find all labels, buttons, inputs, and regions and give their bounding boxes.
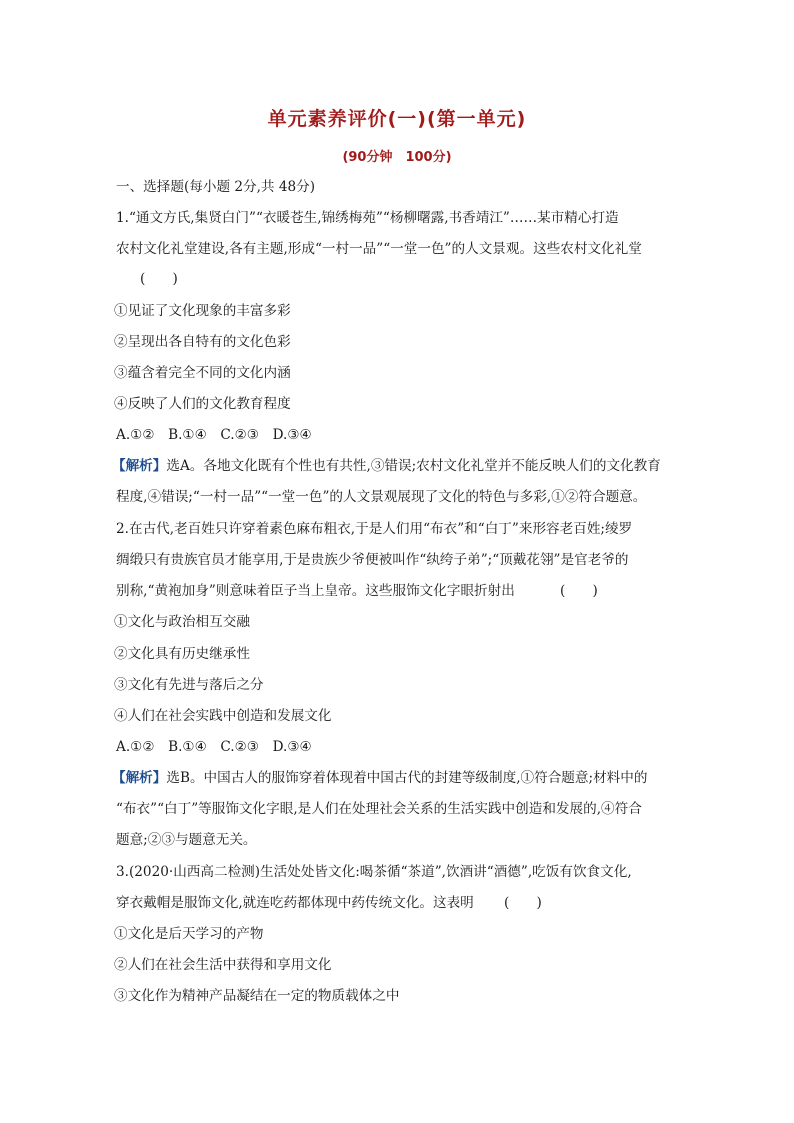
analysis-tag: 【解析】	[112, 458, 167, 474]
q3-stem-line-2: 穿衣戴帽是服饰文化,就连吃药都体现中药传统文化。这表明	[116, 895, 474, 911]
q3-answer-paren: ( )	[504, 895, 542, 911]
analysis-tag: 【解析】	[112, 770, 167, 786]
q1-option-2: ②呈现出各自特有的文化色彩	[114, 334, 291, 350]
q1-analysis-line-2: 程度,④错误;“一村一品”“一堂一色”的人文景观展现了文化的特色与多彩,①②符合题意。	[116, 489, 647, 505]
q1-analysis-text: 选A。各地文化既有个性也有共性,③错误;农村文化礼堂并不能反映人们的文化教育	[166, 458, 661, 474]
q2-option-4: ④人们在社会实践中创造和发展文化	[114, 708, 332, 724]
q1-option-3: ③蕴含着完全不同的文化内涵	[114, 365, 291, 381]
q2-analysis-text: 选B。中国古人的服饰穿着体现着中国古代的封建等级制度,①符合题意;材料中的	[166, 770, 648, 786]
page-subtitle: (90分钟 100分)	[342, 150, 452, 165]
q2-option-3: ③文化有先进与落后之分	[114, 677, 264, 693]
q1-option-1: ①见证了文化现象的丰富多彩	[114, 303, 291, 319]
q3-option-1: ①文化是后天学习的产物	[114, 926, 264, 942]
q2-option-2: ②文化具有历史继承性	[114, 646, 250, 662]
q1-stem-line-1: 1.“通文方氏,集贤白门”“衣暖苍生,锦绣梅苑”“杨柳曙露,书香靖江”……某市精心打造	[116, 210, 619, 226]
section-heading: 一、选择题(每小题 2分,共 48分)	[116, 179, 316, 195]
q2-stem-line-3: 别称,“黄袍加身”则意味着臣子当上皇帝。这些服饰文化字眼折射出	[116, 583, 515, 599]
q1-stem-line-2: 农村文化礼堂建设,各有主题,形成“一村一品”“一堂一色”的人文景观。这些农村文化礼堂	[116, 241, 642, 257]
q3-stem-line-1: 3.(2020·山西高二检测)生活处处皆文化:喝茶循“茶道”,饮酒讲“酒德”,吃饭有饮食文化,	[116, 864, 632, 880]
q1-choices: A.①② B.①④ C.②③ D.③④	[116, 427, 312, 443]
q2-analysis-line-2: “布衣”“白丁”等服饰文化字眼,是人们在处理社会关系的生活实践中创造和发展的,④符合	[116, 801, 642, 817]
q1-option-4: ④反映了人们的文化教育程度	[114, 396, 291, 412]
q2-stem-line-2: 绸缎只有贵族官员才能享用,于是贵族少爷便被叫作“纨绔子弟”;“顶戴花翎”是官老爷的	[116, 552, 629, 568]
q2-choices: A.①② B.①④ C.②③ D.③④	[116, 739, 312, 755]
q3-option-3: ③文化作为精神产品凝结在一定的物质载体之中	[114, 988, 400, 1004]
q2-analysis-line-3: 题意;②③与题意无关。	[116, 832, 257, 848]
q3-option-2: ②人们在社会生活中获得和享用文化	[114, 957, 332, 973]
page-title: 单元素养评价(一)(第一单元)	[267, 108, 527, 130]
q2-option-1: ①文化与政治相互交融	[114, 614, 250, 630]
q1-analysis-line-1	[112, 457, 661, 475]
q2-answer-paren: ( )	[560, 583, 598, 599]
q2-stem-line-1: 2.在古代,老百姓只许穿着素色麻布粗衣,于是人们用“布衣”和“白丁”来形容老百姓;绫罗	[116, 521, 633, 537]
q1-answer-paren: ( )	[140, 271, 178, 287]
q2-analysis-line-1	[112, 769, 647, 787]
